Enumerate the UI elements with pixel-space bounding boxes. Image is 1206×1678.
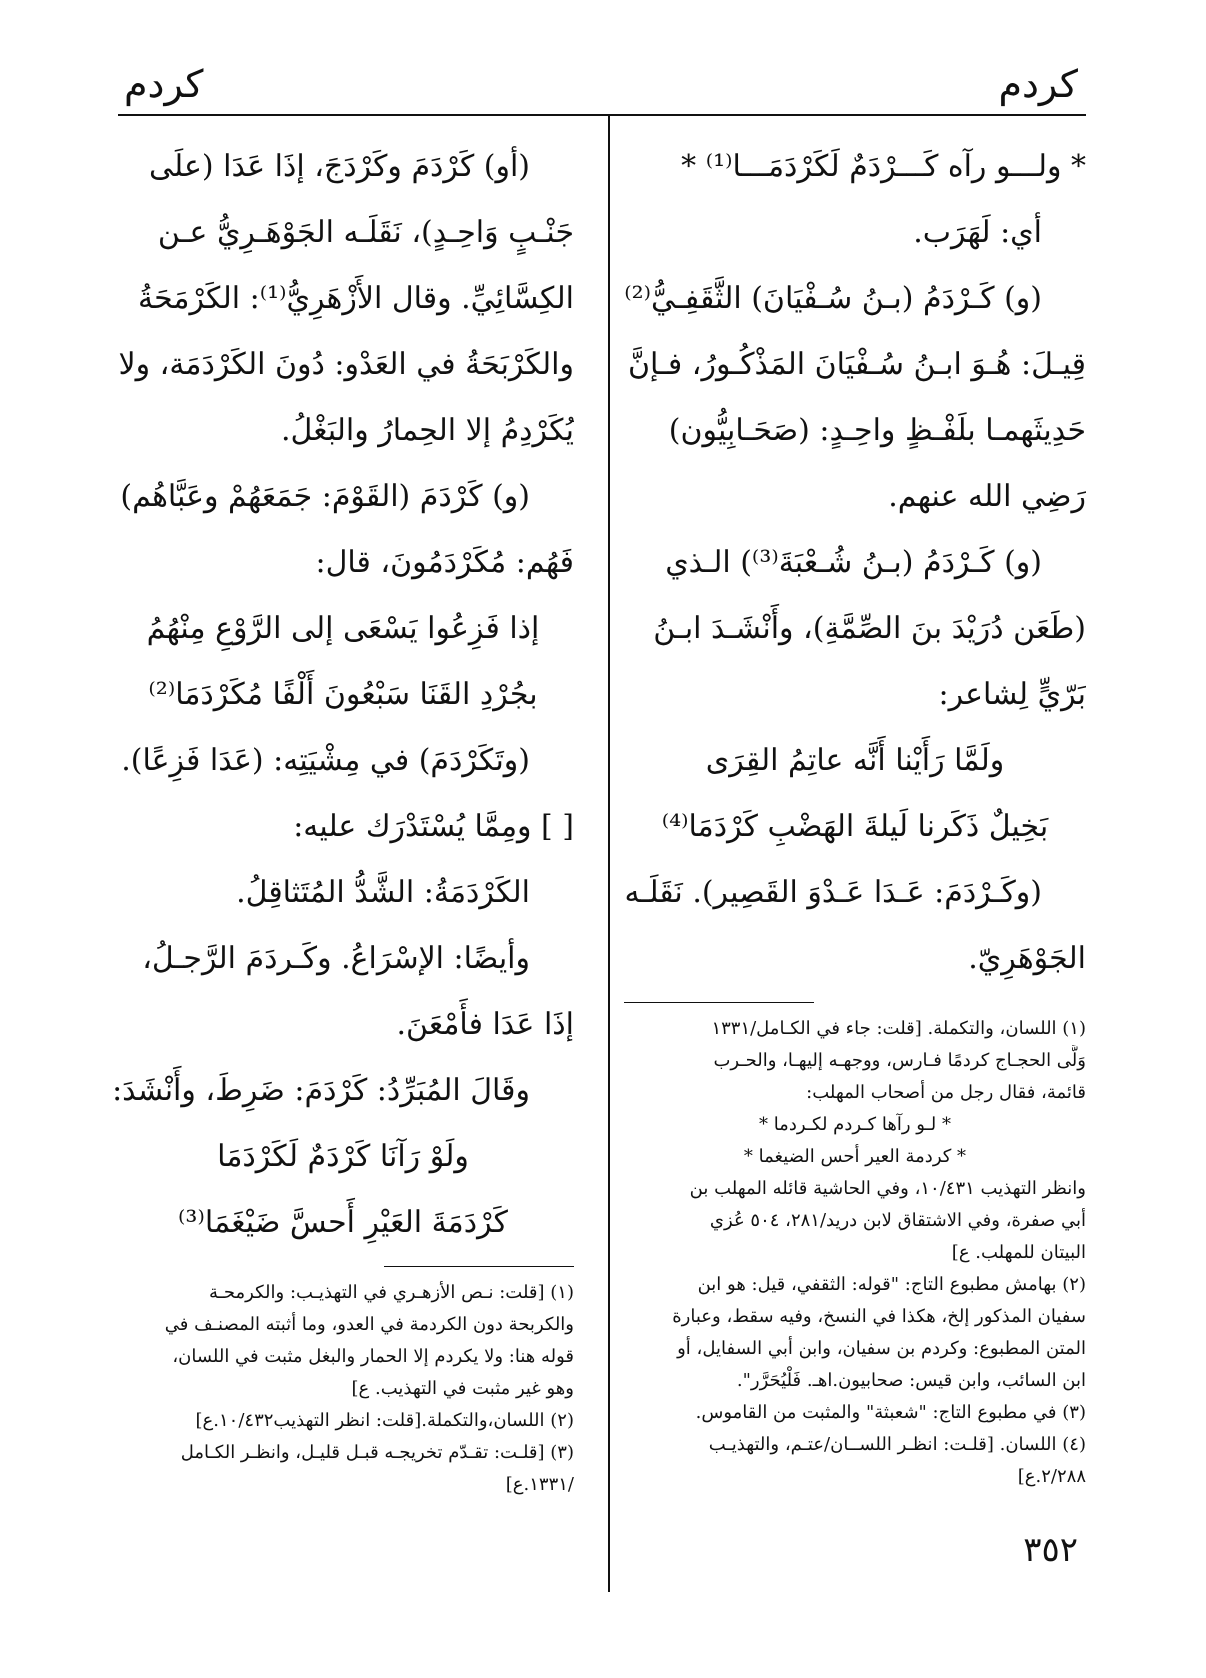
text-line: بَرّيٍّ لِشاعر: <box>938 677 1086 712</box>
footnote-line: وَلَّى الحجـاج كردمًا فـارس، ووجهـه إليهـا، والحـرب <box>713 1050 1086 1071</box>
text-line: (و) كَرْدَمَ (القَوْمَ: جَمَعَهُمْ وعَبَّاهُم) <box>120 479 530 514</box>
footnote-verse: * كردمة العير أحس الضيغما * <box>743 1146 967 1167</box>
text-line: الكَرْدَمَةُ: الشَّدُّ المُتَثاقِلُ. <box>236 875 530 910</box>
footnote-line: /١٣٣١.ع] <box>505 1474 574 1495</box>
verse-line: بَخِيلٌ ذَكَرنا لَيلةَ الهَضْبِ كَرْدَمَا⁽⁴⁾ <box>661 809 1049 844</box>
text-line: حَدِيثَهمـا بلَفْـظٍ واحِـدٍ: (صَحَـابِيُّون) <box>668 413 1086 448</box>
verse-line: إذا فَزِعُوا يَسْعَى إلى الرَّوْعِ مِنْهُمُ <box>146 611 540 646</box>
running-header-right: كردم <box>998 62 1078 106</box>
footnote-line: ابن السائب، وابن قيس: صحابيون.اهـ. فَلْيُحَرَّر". <box>736 1370 1086 1391</box>
text-line: [ ] ومِمَّا يُسْتَدْرَك عليه: <box>293 809 574 844</box>
footnote-line: (١) اللسان، والتكملة. [قلت: جاء في الكـامل/١٣٣١ <box>711 1018 1086 1039</box>
footnote-verse: * لـو رآها كـردم لكـردما * <box>758 1114 952 1135</box>
footnote-line: قائمة، فقال رجل من أصحاب المهلب: <box>806 1082 1086 1103</box>
text-line: رَضِي الله عنهم. <box>888 479 1086 514</box>
footnote-line: وهو غير مثبت في التهذيب. ع] <box>351 1378 574 1399</box>
page-number: ٣٥٢ <box>1023 1530 1078 1570</box>
text-line: قِيـلَ: هُـوَ ابـنُ سُـفْيَانَ المَذْكُـورُ، فـإنَّ <box>627 347 1086 382</box>
footnote-line: (٢) بهامش مطبوع التاج: "قوله: الثقفي، قيل: هو ابن <box>697 1274 1086 1295</box>
footnote-line: (٢) اللسان،والتكملة.[قلت: انظر التهذيب١٠/٤٣٢.ع] <box>195 1410 574 1431</box>
text-line: إذَا عَدَا فأَمْعَنَ. <box>396 1007 574 1042</box>
right-column <box>624 140 1086 1493</box>
verse-line: ولَوْ رَآنَا كَرْدَمٌ لَكَرْدَمَا <box>217 1139 469 1174</box>
footnote-rule <box>624 1002 814 1003</box>
text-line: الجَوْهَرِيّ. <box>968 941 1086 976</box>
text-line: وأيضًا: الإسْرَاعُ. وكَـردَمَ الرَّجـلُ، <box>142 941 530 976</box>
text-line: (وتَكَرْدَمَ) في مِشْيَتِه: (عَدَا فَزِعًا). <box>121 743 530 778</box>
text-line: (وكَـرْدَمَ: عَـدَا عَـدْوَ القَصِير). نَقَلَـه <box>624 875 1042 910</box>
verse-line: بجُرْدِ القَنَا سَبْعُونَ أَلْفًا مُكَرْدَمَا⁽²⁾ <box>148 677 538 712</box>
text-line: أي: لَهَرَب. <box>913 215 1042 250</box>
footnote-line: (٣) [قلـت: تقـدّم تخريجـه قبـل قليـل، وانظـر الكـامل <box>180 1442 574 1463</box>
footnote-rule <box>384 1266 574 1267</box>
footnote-line: وانظر التهذيب ١٠/٤٣١، وفي الحاشية قائله المهلب بن <box>689 1178 1086 1199</box>
footnote-line: (٤) اللسان. [قلـت: انظـر اللســان/عتـم، والتهذيـب <box>708 1434 1086 1455</box>
footnote-line: والكربحة دون الكردمة في العدو، وما أثبته المصنـف في <box>164 1314 574 1335</box>
running-header-left: كردم <box>124 62 204 106</box>
footnote-line: البيتان للمهلب. ع] <box>951 1242 1086 1263</box>
column-divider <box>608 116 610 1592</box>
header-rule <box>118 114 1086 116</box>
text-line: (و) كَـرْدَمُ (بـنُ شُـعْبَةَ⁽³⁾) الـذي <box>665 545 1042 580</box>
verse-line: ولَمَّا رَأَيْنا أَنَّه عاتِمُ القِرَى <box>705 743 1005 778</box>
text-line: * ولـــو رآه كَـــرْدَمٌ لَكَرْدَمَـــا⁽¹⁾ * <box>681 149 1086 184</box>
verse-line: كَرْدَمَةَ العَيْرِ أَحسَّ ضَيْغَمَا⁽³⁾ <box>178 1205 508 1240</box>
footnote-line: المتن المطبوع: وكردم بن سفيان، وابن أبي السفايل، أو <box>677 1338 1086 1359</box>
text-line: وقَالَ المُبَرِّدُ: كَرْدَمَ: ضَرِطَ، وأَنْشَدَ: <box>112 1073 530 1108</box>
footnote-line: (١) [قلت: نـص الأزهـري في التهذيـب: والكرمحـة <box>209 1282 574 1303</box>
footnote-line: أبي صفرة، وفي الاشتقاق لابن دريد/٢٨١، ٥٠٤ عُزي <box>709 1210 1086 1231</box>
text-line: (أو) كَرْدَمَ وكَرْدَجَ، إذَا عَدَا (علَى <box>149 149 530 184</box>
text-line: (طَعَن دُرَيْدَ بنَ الصِّمَّةِ)، وأَنْشَـدَ ابـنُ <box>653 611 1086 646</box>
footnote-line: سفيان المذكور إلخ، هكذا في النسخ، وفيه سقط، وعبارة <box>672 1306 1086 1327</box>
text-line: الكِسَّائِيِّ. وقال الأَزْهَرِيُّ⁽¹⁾: الكَرْمَحَةُ <box>137 281 574 316</box>
left-column <box>112 140 574 1501</box>
text-line: (و) كَـرْدَمُ (بـنُ سُـفْيَانَ) الثَّقَفِـيُّ⁽²⁾ <box>624 281 1042 316</box>
text-line: فَهُم: مُكَرْدَمُونَ، قال: <box>315 545 574 580</box>
footnote-line: ٢/٢٨٨.ع] <box>1017 1466 1086 1487</box>
text-line: جَنْـبٍ وَاحِـدٍ)، نَقَلَـه الجَوْهَـرِيُّ عـن <box>157 215 574 250</box>
text-line: يُكَرْدِمُ إلا الحِمارُ والبَغْلُ. <box>280 413 574 448</box>
text-line: والكَرْبَحَةُ في العَدْو: دُونَ الكَرْدَمَة، ولا <box>118 347 574 382</box>
footnote-line: قوله هنا: ولا يكردم إلا الحمار والبغل مثبت في اللسان، <box>172 1346 574 1367</box>
footnote-line: (٣) في مطبوع التاج: "شعبثة" والمثبت من القاموس. <box>695 1402 1086 1423</box>
